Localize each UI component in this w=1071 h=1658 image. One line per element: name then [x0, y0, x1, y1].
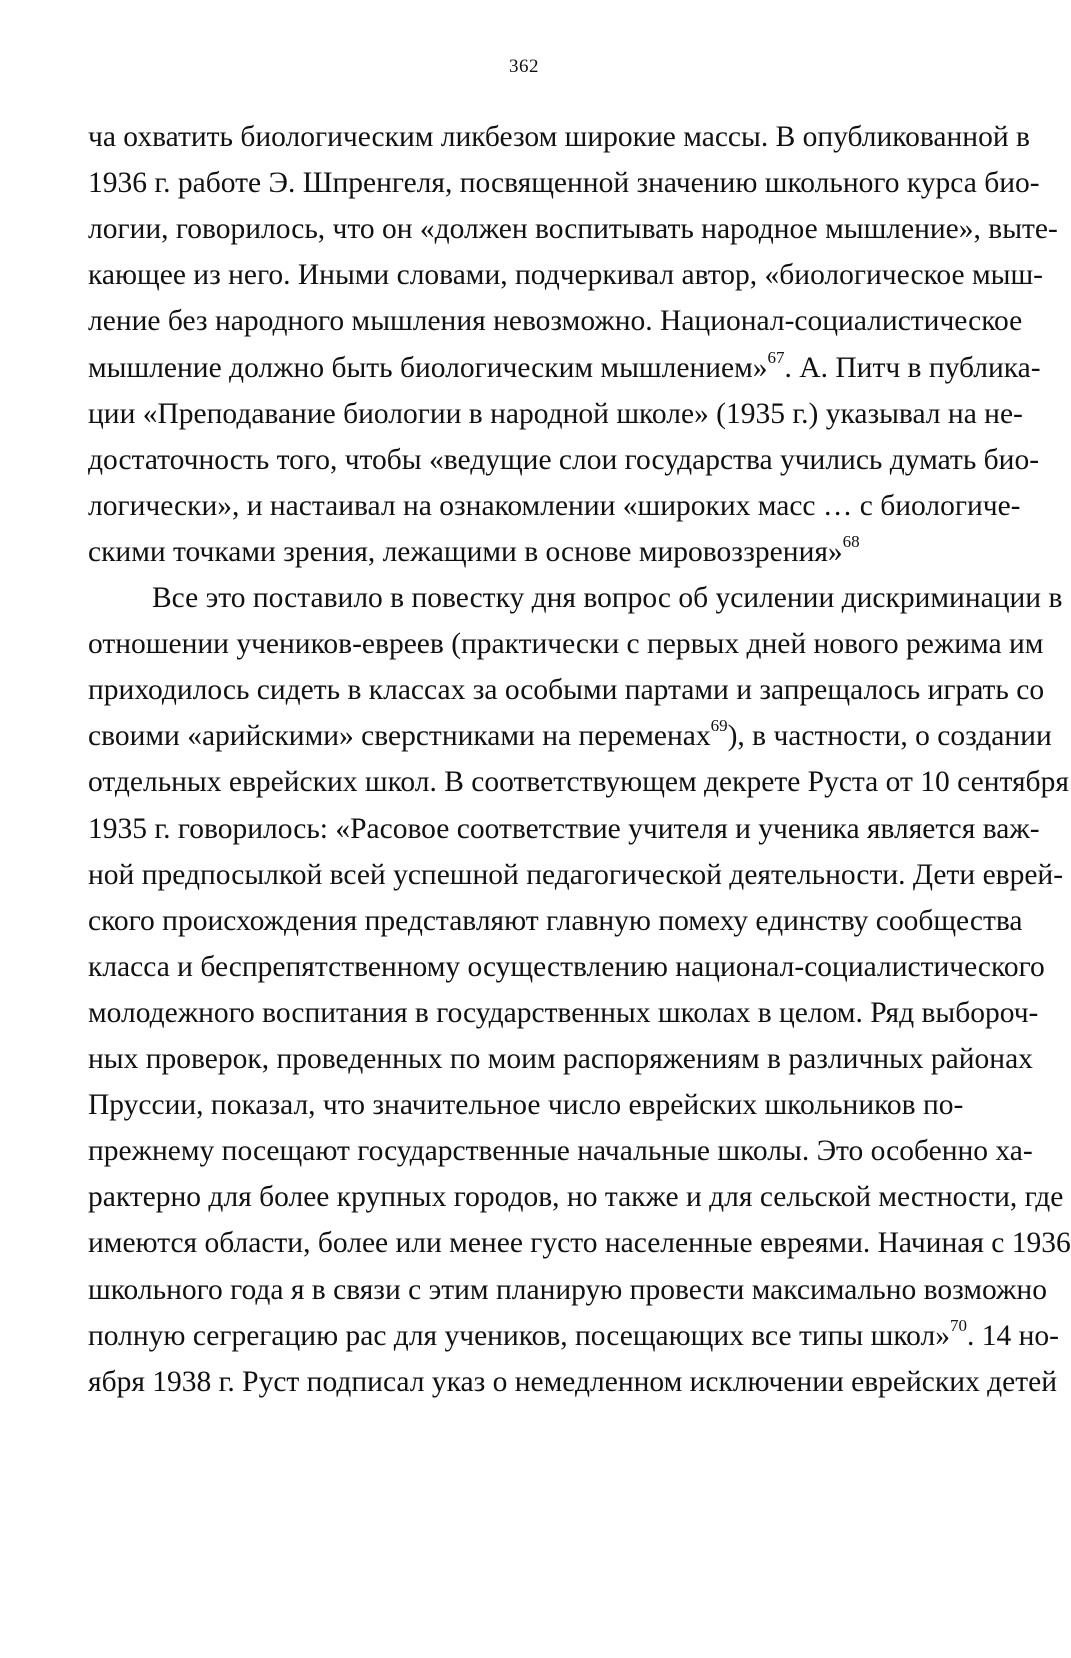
text-run: ), в частности, о создании — [727, 720, 1052, 753]
paragraph-2-line: класса и беспрепятственному осуществлению национал-социалистического — [88, 950, 1045, 983]
paragraph-1-line: логически», и настаивал на ознакомлении «широких масс … с биологиче- — [88, 489, 1021, 522]
text-run: скими точками зрения, лежащими в основе мировоззрения» — [88, 535, 843, 568]
paragraph-2-line: 1935 г. говорилось: «Расовое соответствие учителя и ученика является важ- — [88, 812, 1040, 845]
paragraph-2-line: Пруссии, показал, что значительное число еврейских школьников по- — [88, 1089, 964, 1122]
paragraph-2-line: отношении учеников-евреев (практически с первых дней нового режима им — [88, 628, 1044, 661]
paragraph-1-line: кающее из него. Иными словами, подчеркивал автор, «биологическое мыш- — [88, 259, 1043, 292]
paragraph-1-line — [88, 532, 958, 572]
footnote-reference: 70 — [950, 1315, 968, 1335]
paragraph-1-line: ление без народного мышления невозможно. Национал-социалистическое — [88, 305, 1023, 338]
paragraph-2-line: ского происхождения представляют главную помеху единству сообщества — [88, 904, 1023, 937]
paragraph-1-line: ча охватить биологическим ликбезом широкие массы. В опубликованной в — [88, 121, 1030, 153]
footnote-reference: 67 — [767, 347, 785, 367]
paragraph-2-line: имеются области, более или менее густо населенные евреями. Начиная с 1936 — [88, 1227, 1071, 1260]
paragraph-2-line: рактерно для более крупных городов, но также и для сельской местности, где — [88, 1181, 1064, 1214]
paragraph-2-line: ных проверок, проведенных по моим распоряжениям в различных районах — [88, 1043, 1033, 1075]
paragraph-2-line: прежнему посещают государственные начальные школы. Это особенно ха- — [88, 1135, 1033, 1168]
footnote-reference: 68 — [842, 532, 860, 552]
paragraph-1-line: ции «Преподавание биологии в народной школе» (1935 г.) указывал на не- — [88, 397, 1023, 430]
paragraph-1-line: логии, говорилось, что он «должен воспитывать народное мышление», выте- — [88, 213, 1058, 246]
paragraph-1-line: 1936 г. работе Э. Шпренгеля, посвященной значению школьного курса био- — [88, 167, 1040, 200]
text-run: . А. Питч в публика- — [784, 351, 1041, 384]
text-run: . 14 но- — [967, 1319, 1060, 1352]
paragraph-2-line: Все это поставило в повестку дня вопрос об усилении дискриминации в — [152, 582, 1063, 614]
text-run: мышление должно быть биологическим мышлением» — [88, 351, 768, 384]
paragraph-2-line: ной предпосылкой всей успешной педагогической деятельности. Дети еврей- — [88, 858, 1064, 891]
paragraph-2-line — [88, 1315, 1060, 1356]
footnote-reference: 69 — [710, 716, 728, 736]
text-run: своими «арийскими» сверстниками на переменах — [88, 720, 711, 753]
paragraph-2-line: молодежного воспитания в государственных школах в целом. Ряд выбороч- — [88, 996, 1039, 1029]
paragraph-2-line: ября 1938 г. Руст подписал указ о немедленном исключении еврейских детей — [88, 1365, 1058, 1398]
paragraph-2-line: отдельных еврейских школ. В соответствующем декрете Руста от 10 сентября — [88, 766, 1069, 799]
paragraph-2-line — [88, 716, 1052, 756]
paragraph-1-line — [88, 347, 1041, 388]
text-run: полную сегрегацию рас для учеников, посещающих все типы школ» — [88, 1319, 951, 1352]
page-number: 362 — [509, 56, 539, 77]
paragraph-2-line: школьного года я в связи с этим планирую провести максимально возможно — [88, 1273, 1047, 1306]
paragraph-1-line: достаточность того, чтобы «ведущие слои государства учились думать био- — [88, 443, 1040, 476]
paragraph-2-line: приходилось сидеть в классах за особыми партами и запрещалось играть со — [88, 674, 1045, 707]
